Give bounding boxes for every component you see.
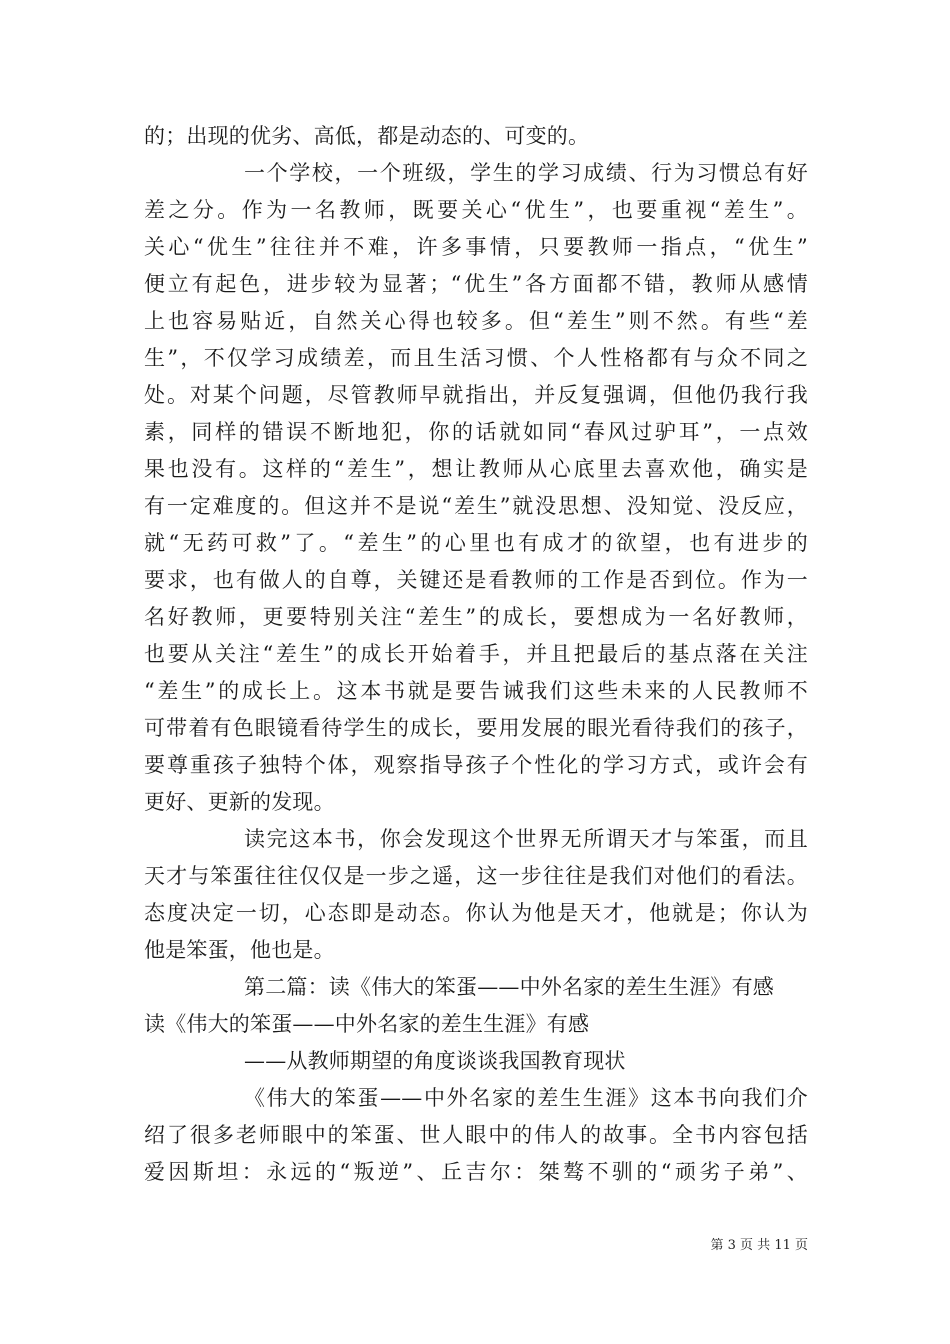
- text-line: 《伟大的笨蛋——中外名家的差生生涯》这本书向我们介: [244, 1086, 808, 1110]
- text-line: “差生”的成长上。这本书就是要告诫我们这些未来的人民教师不: [144, 679, 808, 703]
- text-line: 果也没有。这样的“差生”，想让教师从心底里去喜欢他，确实是: [144, 457, 808, 481]
- text-line: 他是笨蛋，他也是。: [144, 938, 335, 962]
- text-line: 便立有起色，进步较为显著；“优生”各方面都不错，教师从感情: [144, 272, 808, 296]
- page-number: 第 3 页 共 11 页: [710, 1238, 808, 1253]
- text-line: 第二篇：读《伟大的笨蛋——中外名家的差生生涯》有感: [244, 975, 774, 999]
- text-line: 的；出现的优劣、高低，都是动态的、可变的。: [144, 124, 590, 148]
- text-line: 差之分。作为一名教师，既要关心“优生”，也要重视“差生”。: [144, 198, 808, 222]
- text-line: 读完这本书，你会发现这个世界无所谓天才与笨蛋，而且: [244, 827, 808, 851]
- text-line: ——从教师期望的角度谈谈我国教育现状: [244, 1049, 626, 1073]
- text-line: 绍了很多老师眼中的笨蛋、世人眼中的伟人的故事。全书内容包括: [144, 1123, 808, 1147]
- text-line: 读《伟大的笨蛋——中外名家的差生生涯》有感: [144, 1012, 590, 1036]
- text-line: 要求，也有做人的自尊，关键还是看教师的工作是否到位。作为一: [144, 568, 808, 592]
- text-line: 可带着有色眼镜看待学生的成长，要用发展的眼光看待我们的孩子，: [144, 716, 808, 740]
- text-line: 名好教师，更要特别关注“差生”的成长，要想成为一名好教师，: [144, 605, 808, 629]
- text-line: 天才与笨蛋往往仅仅是一步之遥，这一步往往是我们对他们的看法。: [144, 864, 808, 888]
- text-line: 爱因斯坦：永远的“叛逆”、丘吉尔：桀骜不驯的“顽劣子弟”、: [144, 1160, 808, 1184]
- text-line: 生”，不仅学习成绩差，而且生活习惯、个人性格都有与众不同之: [144, 346, 808, 370]
- text-line: 素，同样的错误不断地犯，你的话就如同“春风过驴耳”，一点效: [144, 420, 808, 444]
- text-line: 更好、更新的发现。: [144, 790, 335, 814]
- text-line: 有一定难度的。但这并不是说“差生”就没思想、没知觉、没反应，: [144, 494, 808, 518]
- text-line: 上也容易贴近，自然关心得也较多。但“差生”则不然。有些“差: [144, 309, 808, 333]
- text-line: 也要从关注“差生”的成长开始着手，并且把最后的基点落在关注: [144, 642, 808, 666]
- text-line: 要尊重孩子独特个体，观察指导孩子个性化的学习方式，或许会有: [144, 753, 808, 777]
- text-line: 处。对某个问题，尽管教师早就指出，并反复强调，但他仍我行我: [144, 383, 808, 407]
- text-line: 态度决定一切，心态即是动态。你认为他是天才，他就是；你认为: [144, 901, 808, 925]
- body-text: [144, 118, 808, 1191]
- text-line: 关心“优生”往往并不难，许多事情，只要教师一指点，“优生”: [144, 235, 808, 259]
- text-line: 就“无药可救”了。“差生”的心里也有成才的欲望，也有进步的: [144, 531, 808, 555]
- text-line: 一个学校，一个班级，学生的学习成绩、行为习惯总有好: [244, 161, 808, 185]
